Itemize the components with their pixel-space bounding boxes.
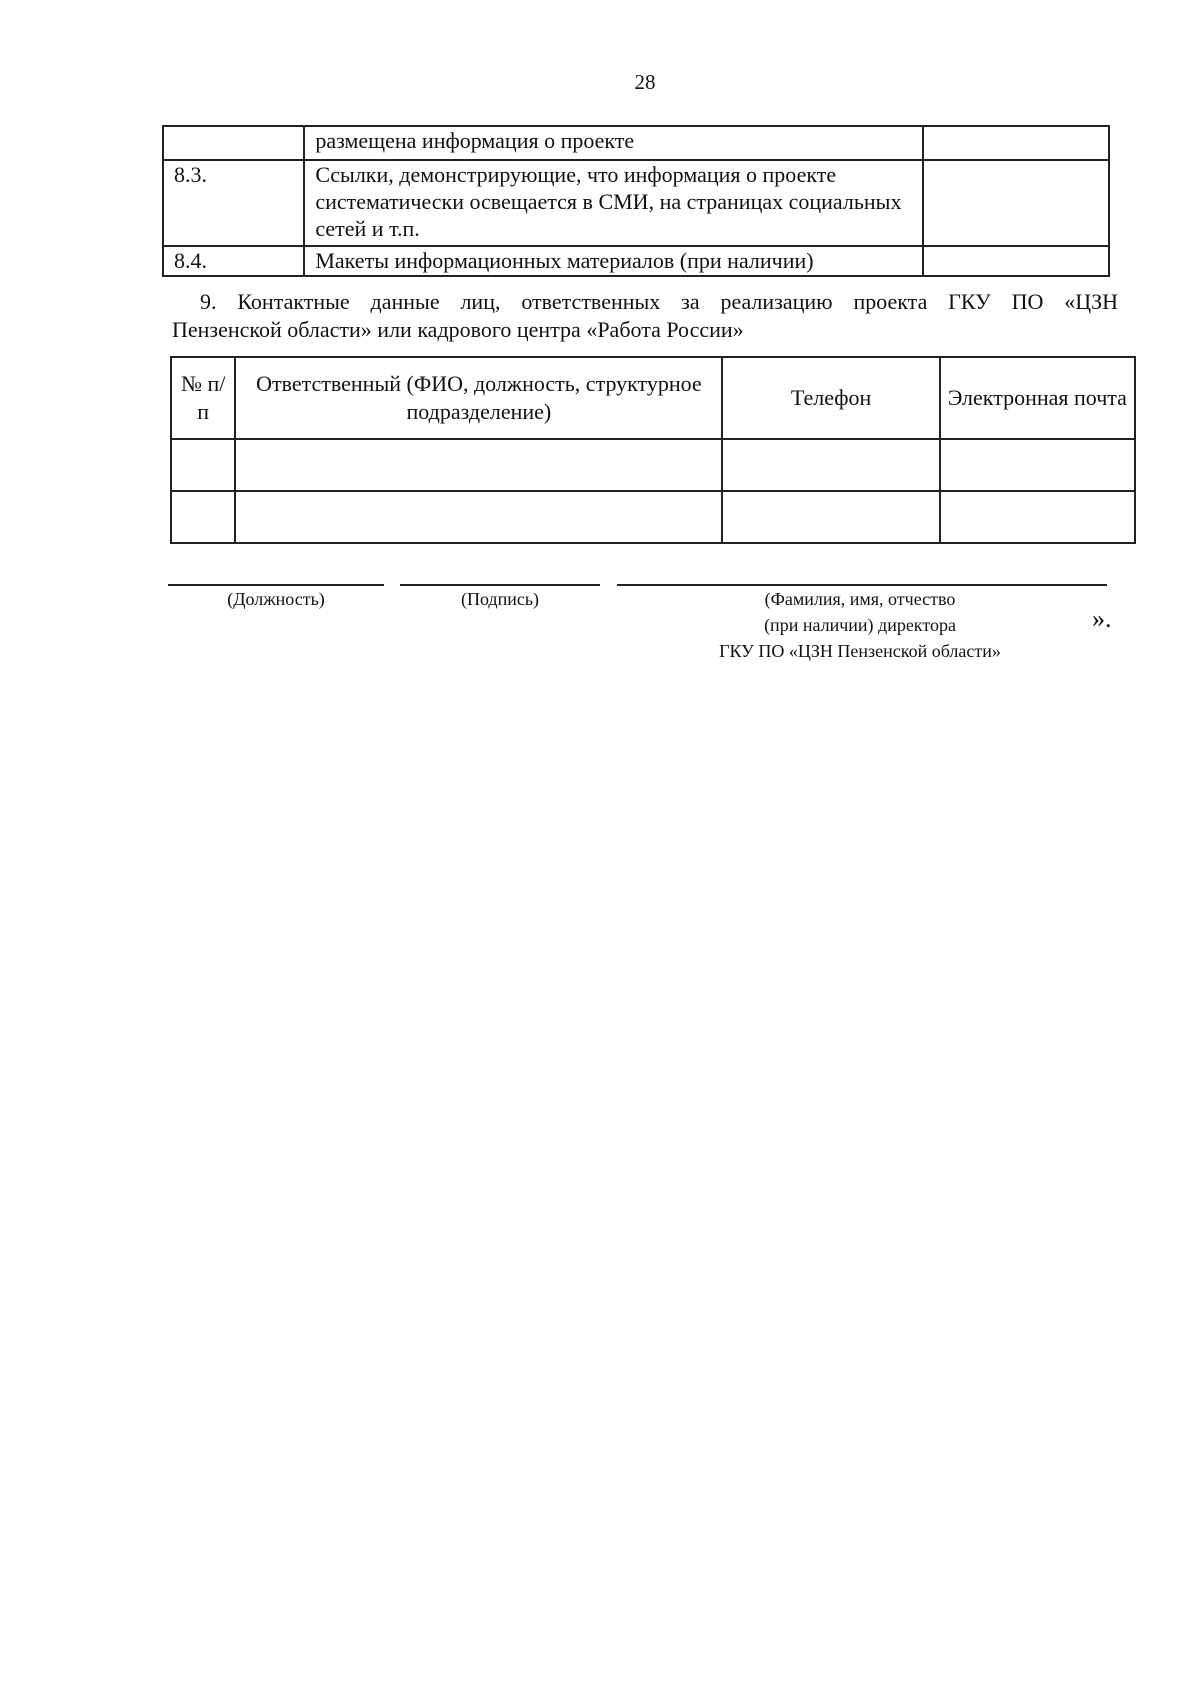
- row-value: [923, 246, 1109, 276]
- row-text: Ссылки, демонстрирующие, что информация о проекте систематически освещается в СМИ, на страницах социальных сетей и т.п.: [304, 160, 923, 246]
- signature-label: (Подпись): [460, 589, 540, 609]
- name-label-line2: (при наличии) директора: [764, 615, 956, 635]
- section9-heading: [172, 288, 1118, 344]
- cell-responsible: [235, 491, 722, 543]
- table-row: [171, 439, 1135, 491]
- section8-table: [162, 125, 1110, 277]
- table-header-row: [171, 357, 1135, 439]
- name-label-line3: ГКУ ПО «ЦЗН Пензенской области»: [719, 641, 1001, 661]
- cell-phone: [722, 439, 939, 491]
- cell-phone: [722, 491, 939, 543]
- cell-number: [171, 439, 235, 491]
- name-label-line1: (Фамилия, имя, отчество: [764, 589, 956, 609]
- cell-number: [171, 491, 235, 543]
- cell-email: [940, 491, 1135, 543]
- row-text: Макеты информационных материалов (при наличии): [304, 246, 923, 276]
- table-row: [171, 491, 1135, 543]
- contacts-table: [170, 356, 1136, 544]
- header-responsible: Ответственный (ФИО, должность, структурное подразделение): [235, 357, 722, 439]
- row-text: размещена информация о проекте: [304, 126, 923, 160]
- page-number: 28: [634, 70, 656, 94]
- row-value: [923, 126, 1109, 160]
- section9-line1: 9. Контактные данные лиц, ответственных за реализацию проекта ГКУ ПО «ЦЗН: [200, 289, 1118, 314]
- row-number: 8.4.: [163, 246, 304, 276]
- row-number: 8.3.: [163, 160, 304, 246]
- position-label: (Должность): [227, 589, 325, 609]
- section9-line2: Пензенской области» или кадрового центра «Работа России»: [172, 317, 744, 342]
- cell-email: [940, 439, 1135, 491]
- header-phone: Телефон: [722, 357, 939, 439]
- header-email: Электронная почта: [940, 357, 1135, 439]
- table-row: [163, 246, 1109, 276]
- row-number: [163, 126, 304, 160]
- closing-quote: ».: [1092, 604, 1112, 633]
- table-row: [163, 160, 1109, 246]
- row-value: [923, 160, 1109, 246]
- table-row: [163, 126, 1109, 160]
- cell-responsible: [235, 439, 722, 491]
- header-number: № п/п: [171, 357, 235, 439]
